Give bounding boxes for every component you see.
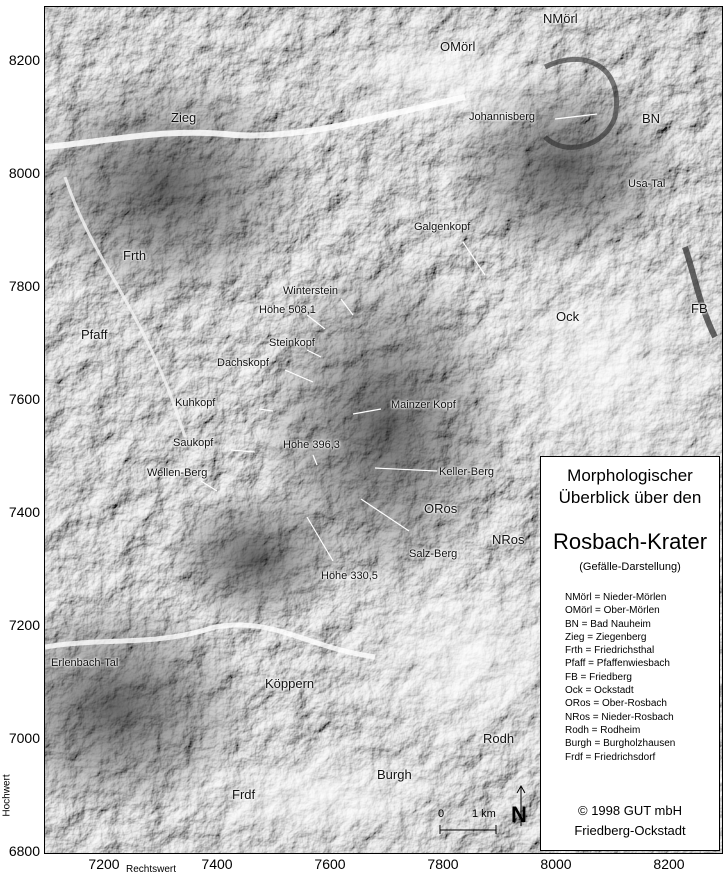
y-tick-8000: 8000	[8, 165, 40, 181]
place-dachskopf: Dachskopf	[217, 357, 269, 369]
place-winterstein: Winterstein	[283, 285, 339, 297]
place-mainzer: Mainzer Kopf	[391, 399, 456, 411]
place-ock: Ock	[556, 309, 580, 324]
x-tick-7400: 7400	[201, 856, 233, 872]
abbreviation-item: Burgh = Burgholzhausen	[565, 738, 676, 750]
x-tick-8000: 8000	[540, 856, 572, 872]
abbreviation-list	[565, 591, 675, 764]
legend-title-line2: Überblick über den	[558, 488, 702, 507]
copyright-line1: © 1998 GUT mbH	[578, 803, 682, 818]
y-tick-8200: 8200	[8, 52, 40, 68]
x-tick-8200: 8200	[653, 856, 685, 872]
x-tick-7600: 7600	[314, 856, 346, 872]
abbreviation-item: Rodh = Rodheim	[565, 724, 641, 736]
place-galgenkopf: Galgenkopf	[414, 221, 471, 233]
y-axis-title: Hochwert	[1, 774, 13, 817]
place-steinkopf: Steinkopf	[269, 337, 315, 349]
place-hoehe396: Höhe 396,3	[283, 439, 340, 451]
place-rodh: Rodh	[483, 731, 515, 746]
abbreviation-item: Frdf = Friedrichsdorf	[565, 751, 656, 763]
place-burgh: Burgh	[377, 767, 412, 782]
legend-crater-name: Rosbach-Krater	[552, 529, 708, 554]
copyright	[541, 801, 719, 841]
x-axis-title: Rechtswert	[126, 864, 177, 875]
abbreviation-item: OMörl = Ober-Mörlen	[565, 605, 660, 617]
place-nros: NRos	[492, 532, 525, 547]
place-nmorl: NMörl	[543, 11, 578, 26]
place-frth: Frth	[123, 248, 147, 263]
place-usatal: Usa-Tal	[628, 178, 666, 190]
abbreviation-item: NMörl = Nieder-Mörlen	[565, 592, 667, 603]
scale-km-label: 1 km	[472, 808, 496, 820]
place-bn: BN	[642, 111, 661, 126]
place-kuhkopf: Kuhkopf	[175, 397, 216, 409]
place-kellerberg: Keller-Berg	[439, 466, 495, 478]
copyright-line2: Friedberg-Ockstadt	[574, 823, 686, 838]
place-johannisberg: Johannisberg	[469, 111, 536, 123]
place-koeppern: Köppern	[265, 676, 315, 691]
abbreviation-item: Pfaff = Pfaffenwiesbach	[565, 658, 670, 670]
y-tick-7400: 7400	[8, 504, 40, 520]
abbreviation-item: ORos = Ober-Rosbach	[565, 698, 667, 710]
place-frdf: Frdf	[232, 787, 256, 802]
place-hoehe508: Höhe 508,1	[259, 304, 316, 316]
x-tick-7800: 7800	[427, 856, 459, 872]
place-erlenbach: Erlenbach-Tal	[51, 657, 119, 669]
y-tick-7000: 7000	[8, 730, 40, 746]
abbreviation-item: Frth = Friedrichsthal	[565, 645, 655, 657]
abbreviation-item: BN = Bad Nauheim	[565, 618, 651, 630]
y-tick-7200: 7200	[8, 617, 40, 633]
y-tick-7800: 7800	[8, 278, 40, 294]
abbreviation-item: Zieg = Ziegenberg	[565, 631, 647, 643]
place-salzberg: Salz-Berg	[409, 548, 458, 560]
place-pfaff: Pfaff	[81, 327, 108, 342]
place-wellenberg: Wellen-Berg	[147, 467, 208, 479]
legend-box	[540, 456, 720, 851]
legend-title	[541, 465, 719, 509]
legend-subtitle: (Gefälle-Darstellung)	[579, 561, 681, 573]
place-hoehe330: Höhe 330,5	[321, 570, 378, 582]
legend-title-line1: Morphologischer	[567, 466, 693, 485]
y-tick-6800: 6800	[8, 843, 40, 859]
place-omorl: OMörl	[440, 39, 476, 54]
north-label: N	[511, 802, 527, 827]
scale-zero-label: 0	[438, 808, 445, 820]
abbreviation-item: Ock = Ockstadt	[565, 685, 634, 697]
abbreviation-item: FB = Friedberg	[565, 671, 632, 683]
place-oros: ORos	[424, 501, 458, 516]
y-tick-7600: 7600	[8, 391, 40, 407]
place-saukopf: Saukopf	[173, 437, 214, 449]
abbreviation-item: NRos = Nieder-Rosbach	[565, 711, 674, 723]
x-tick-7200: 7200	[88, 856, 120, 872]
place-zieg: Zieg	[171, 110, 197, 125]
place-fb: FB	[691, 301, 708, 316]
